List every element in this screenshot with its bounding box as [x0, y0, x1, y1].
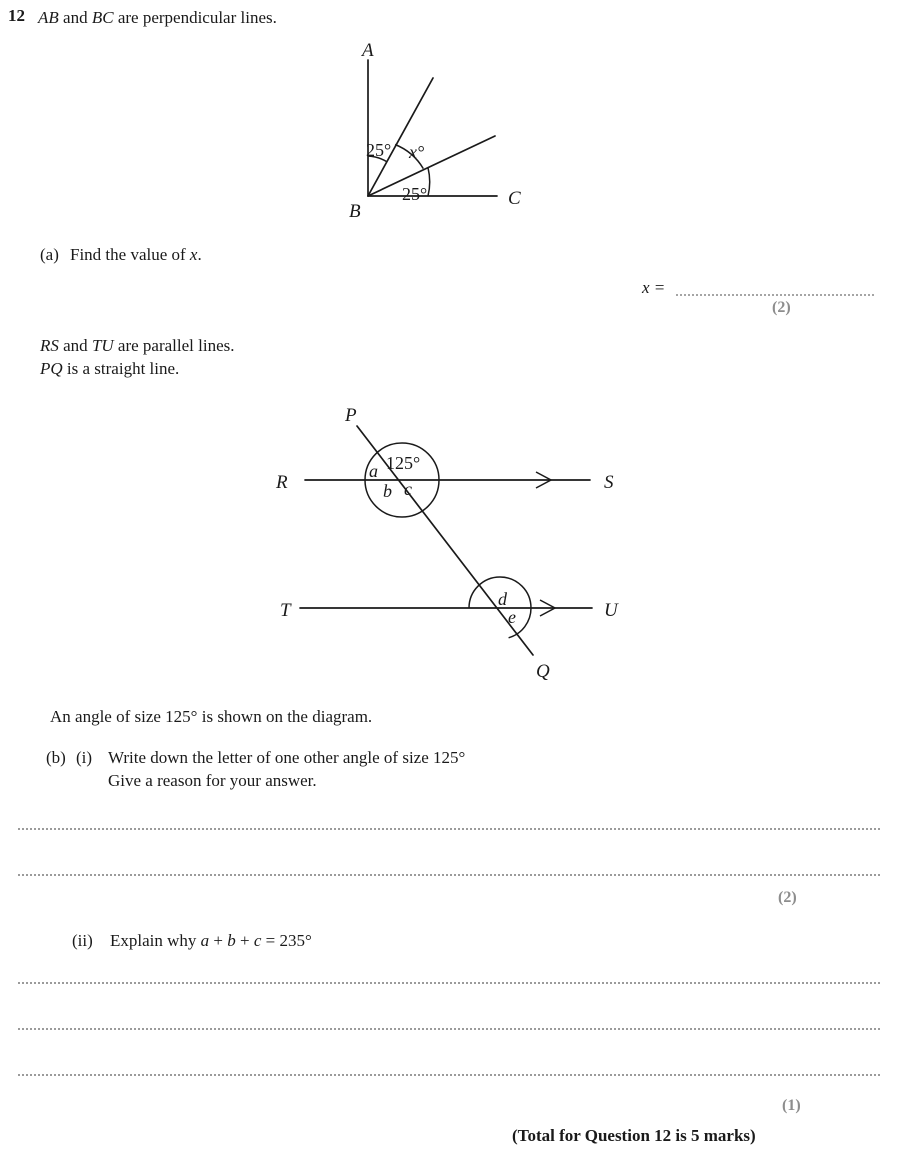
- stem-segment-bc: BC: [91, 8, 114, 27]
- answer-line-b-ii-1[interactable]: [18, 982, 880, 984]
- part-b-i-label: (i): [76, 748, 93, 767]
- diagram-two-container: [0, 390, 898, 690]
- part-b-ii-marks: (1): [782, 1097, 801, 1114]
- stem-segment-ab: AB: [38, 8, 59, 27]
- equation-term-c: c: [253, 931, 262, 950]
- label-point-u: U: [604, 600, 618, 621]
- diagram-one-container: [0, 0, 898, 230]
- part-a-answer-line[interactable]: [676, 294, 874, 296]
- stem-segment-tail: are perpendicular lines.: [113, 8, 277, 27]
- part-b-ii-prompt: [110, 929, 312, 954]
- perpendicular-lines-angles-diagram: [0, 0, 898, 230]
- part-b-i-line-2: Give a reason for your answer.: [108, 771, 317, 790]
- label-point-q: Q: [536, 661, 550, 682]
- answer-line-b-ii-3[interactable]: [18, 1074, 880, 1076]
- label-angle-c: c: [404, 479, 412, 499]
- equation-plus-1: +: [209, 931, 228, 950]
- part-b-ii-text-before: Explain why: [110, 931, 201, 950]
- label-angle-b: b: [383, 481, 392, 501]
- part-a-marks: (2): [772, 299, 791, 316]
- label-point-c: C: [508, 188, 521, 209]
- label-angle-e: e: [508, 607, 516, 627]
- part-a-answer-prefix: [642, 276, 665, 301]
- intro-segment-tail-1: are parallel lines.: [113, 336, 235, 355]
- part-a-text-after: .: [197, 245, 202, 264]
- equation-term-b: b: [227, 931, 236, 950]
- label-angle-top-25: 25°: [366, 140, 392, 160]
- statement-text: An angle of size 125° is shown on the diagram.: [50, 707, 373, 726]
- equation-term-a: a: [200, 931, 210, 950]
- part-a-label: (a): [40, 245, 59, 264]
- answer-line-b-ii-2[interactable]: [18, 1028, 880, 1030]
- line-pq-transversal: [357, 426, 533, 655]
- ray-upper-inner: [368, 78, 433, 196]
- part-b-i-marks: (2): [778, 889, 797, 906]
- parallel-intro-line-2: [40, 357, 179, 382]
- label-point-s: S: [604, 472, 614, 493]
- answer-prefix-x-equals: x =: [642, 278, 666, 297]
- parallel-lines-transversal-diagram: [0, 390, 898, 690]
- equation-plus-2: +: [235, 931, 254, 950]
- answer-line-b-i-2[interactable]: [18, 874, 880, 876]
- equation-equals: =: [261, 931, 280, 950]
- label-point-p: P: [345, 405, 357, 426]
- label-angle-bottom-25: 25°: [402, 184, 428, 204]
- part-b-ii-label: (ii): [72, 931, 93, 950]
- question-total-marks: (Total for Question 12 is 5 marks): [512, 1126, 756, 1145]
- answer-line-b-i-1[interactable]: [18, 828, 880, 830]
- intro-segment-tu: TU: [91, 336, 114, 355]
- intro-segment-rs: RS: [40, 336, 59, 355]
- label-angle-125: 125°: [386, 453, 421, 473]
- label-point-a: A: [362, 40, 374, 61]
- parallel-intro-line-1: [40, 334, 235, 359]
- part-a-variable: x: [189, 245, 198, 264]
- label-angle-x: x°: [409, 142, 425, 162]
- label-point-r: R: [276, 472, 288, 493]
- intro-segment-and: and: [58, 336, 92, 355]
- part-b-label: (b): [46, 748, 66, 767]
- stem-segment-and: and: [58, 8, 92, 27]
- question-number: 12: [8, 6, 25, 25]
- intro-segment-tail-2: is a straight line.: [62, 359, 180, 378]
- arc-angle-bottom-25: [428, 168, 430, 196]
- label-angle-d: d: [498, 589, 507, 609]
- equation-value: 235°: [279, 931, 312, 950]
- label-angle-a: a: [369, 461, 378, 481]
- part-a-text-before: Find the value of: [70, 245, 190, 264]
- part-b-i-line-1: Write down the letter of one other angle of size 125°: [108, 748, 466, 767]
- label-point-b: B: [349, 201, 361, 222]
- part-a-prompt: [70, 243, 202, 268]
- label-point-t: T: [280, 600, 291, 621]
- intro-segment-pq: PQ: [40, 359, 63, 378]
